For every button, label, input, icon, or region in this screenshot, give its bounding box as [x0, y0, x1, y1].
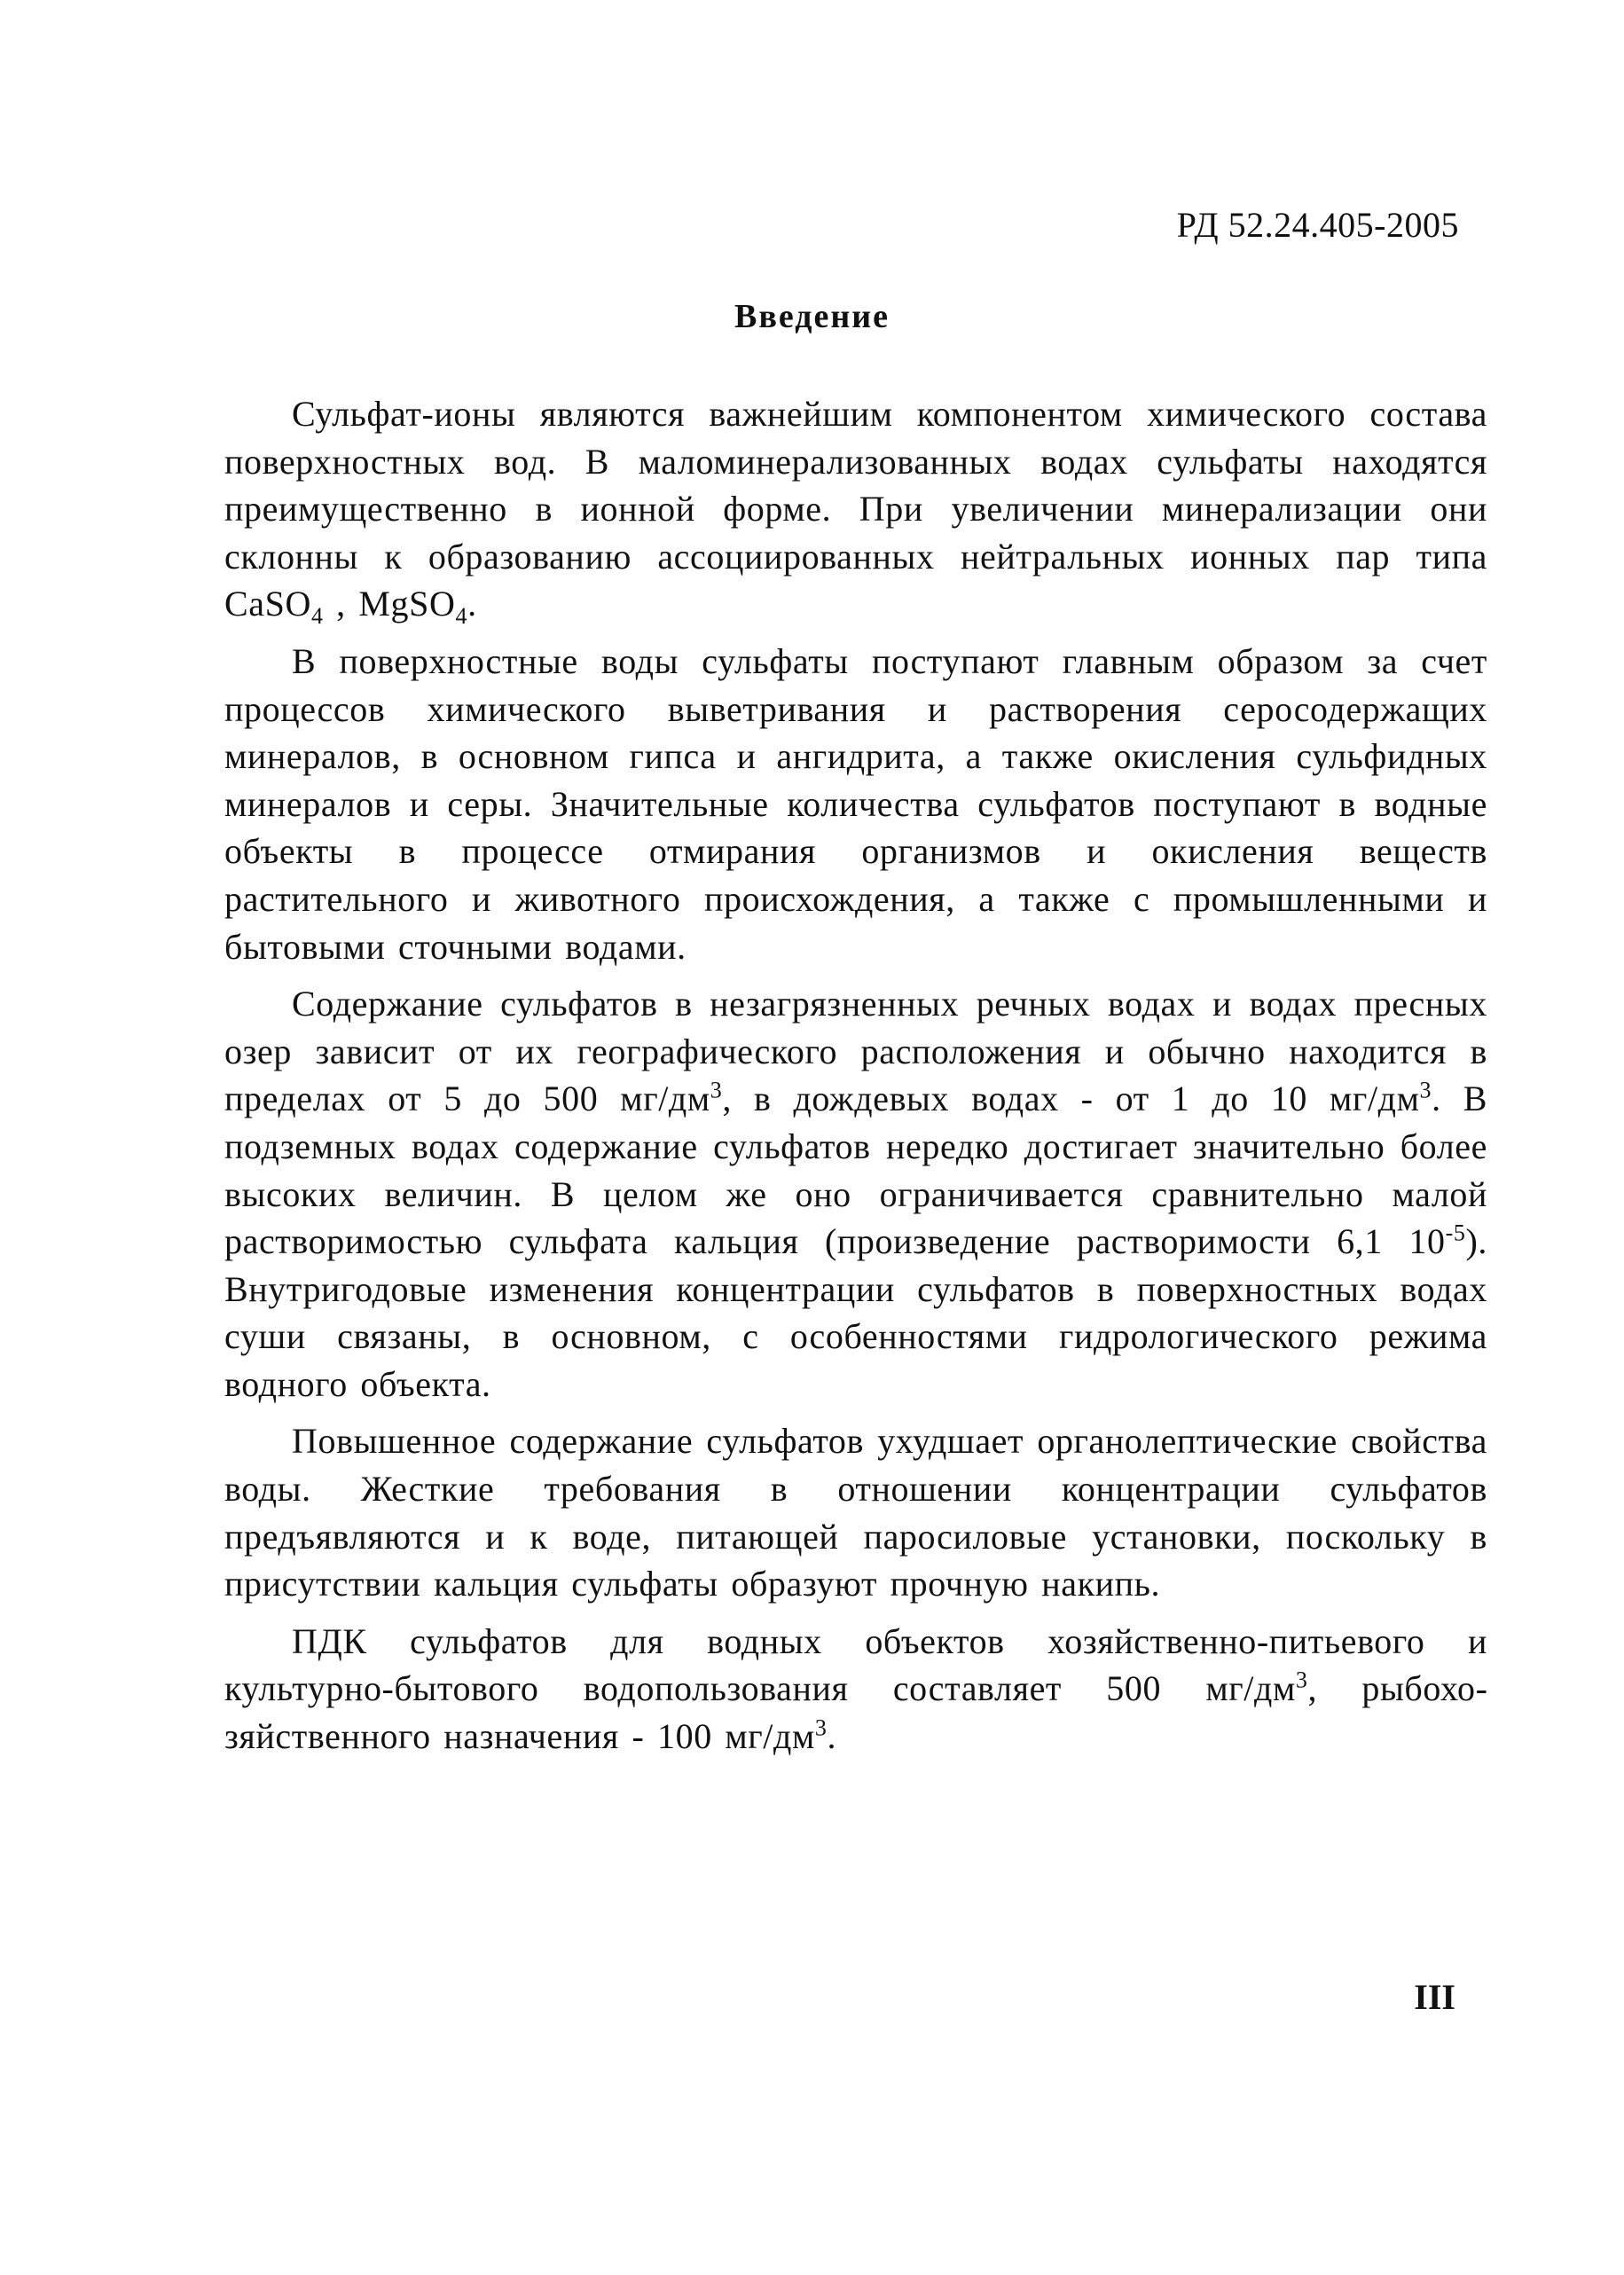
paragraph-text: , рыбохозяйственного назначения - 100 мг/дм: [224, 1668, 1487, 1757]
paragraph-text: В поверхностные воды сульфаты поступают главным образом за счет процессов химического выветривания и растворения серосодержащих минералов, в основном гипса и ангидрита, а также окисления сульфидных минералов и серы. Значительные количества сульфатов поступают в водные объекты в процессе отмирания организмов и окисления веществ растительного и животного происхождения, а также с промышленными и бытовыми сточными водами.: [224, 640, 1487, 967]
paragraph-4: [224, 1417, 1487, 1607]
paragraph-text: .: [467, 584, 477, 624]
paragraph-2: [224, 638, 1487, 970]
paragraph-3: [224, 980, 1487, 1408]
superscript: 3: [1419, 1077, 1432, 1103]
superscript: 3: [710, 1077, 723, 1103]
superscript: -5: [1445, 1220, 1466, 1246]
superscript: 3: [1295, 1667, 1308, 1694]
body-text: [224, 390, 1487, 1770]
paragraph-text: .: [827, 1716, 837, 1757]
subscript: 4: [455, 603, 468, 630]
paragraph-text: Содержание сульфатов в незагрязненных речных водах и водах пресных озер зависит от их географического расположения и обычно находится в пределах от 5 до 500 мг/дм: [224, 984, 1487, 1119]
paragraph-text: ПДК сульфатов для водных объектов хозяйственно-питьевого и культурно-бытового водопользования составляет 500 мг/дм: [224, 1620, 1487, 1709]
document-code-header: РД 52.24.405-2005: [1176, 205, 1459, 245]
paragraph-text: ). Внутригодовые изменения концентрации сульфатов в поверхностных водах суши связаны, в основном, с особенностями гидрологического режима водного объекта.: [224, 1221, 1487, 1404]
paragraph-text: , в дождевых водах - от 1 до 10 мг/дм: [722, 1079, 1420, 1119]
paragraph-5: [224, 1618, 1487, 1761]
paragraph-text: Сульфат-ионы являются важнейшим компонентом химического состава поверхностных вод. В маломинерализованных водах сульфаты находятся преимущественно в ионной форме. При увеличении минерализации они склонны к образованию ассоциированных нейтральных ионных пар типа CaSO: [224, 394, 1487, 624]
section-title: Введение: [734, 298, 890, 335]
paragraph-1: [224, 390, 1487, 628]
subscript: 4: [310, 603, 324, 630]
page-number: III: [1414, 1977, 1455, 2017]
paragraph-text: , MgSO: [323, 584, 456, 624]
paragraph-text: . В подземных водах содержание сульфатов нередко достигает значительно более высоких величин. В целом же оно ограничивается сравнительно малой растворимостью сульфата кальция (произведение растворимости 6,1 10: [224, 1079, 1488, 1262]
paragraph-text: Повышенное содержание сульфатов ухудшает органолептические свойства воды. Жесткие требования в отношении концентрации сульфатов предъявляются и к воде, питающей паросиловые установки, поскольку в присутствии кальция сульфаты образуют прочную накипь.: [224, 1421, 1487, 1604]
superscript: 3: [814, 1714, 828, 1741]
